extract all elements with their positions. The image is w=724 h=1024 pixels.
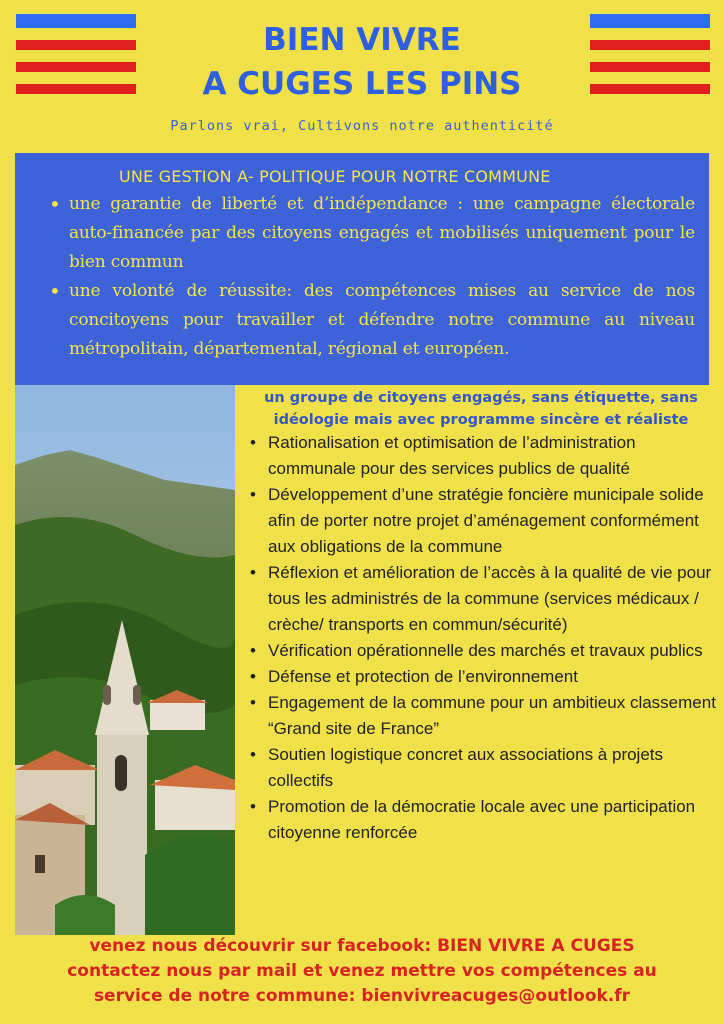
program-item: • Développement d’une stratégie foncière municipale solide afin de porter notre projet d’aménagement conformément aux obligations de la commune xyxy=(248,482,718,560)
flag-left xyxy=(16,14,136,106)
manifesto-heading: UNE GESTION A- POLITIQUE POUR NOTRE COMMUNE xyxy=(119,167,551,186)
footer-contact-line: contactez nous par mail et venez mettre vos compétences au xyxy=(67,961,657,981)
village-photo xyxy=(15,385,235,935)
program-item: • Réflexion et amélioration de l’accès à la qualité de vie pour tous les administrés de la commune (services médicaux / crèche/ transports en commun/sécurité) xyxy=(248,560,718,638)
title-line-1: BIEN VIVRE xyxy=(263,22,461,58)
program-list xyxy=(248,430,718,846)
program-item: • Défense et protection de l’environnement xyxy=(248,664,718,690)
manifesto-item: • une volonté de réussite: des compétences mises au service de nos concitoyens pour travailler et défendre notre commune au niveau métropolitain, départemental, régional et européen. xyxy=(51,277,695,364)
group-intro: un groupe de citoyens engagés, sans étiquette, sans idéologie mais avec programme sincère et réaliste xyxy=(264,390,698,428)
footer-facebook-line: venez nous découvrir sur facebook: BIEN VIVRE A CUGES xyxy=(89,936,635,956)
program-item: • Vérification opérationnelle des marchés et travaux publics xyxy=(248,638,718,664)
contact-footer xyxy=(0,934,724,1009)
program-item: • Rationalisation et optimisation de l’administration communale pour des services publics de qualité xyxy=(248,430,718,482)
program-item: • Engagement de la commune pour un ambitieux classement “Grand site de France” xyxy=(248,690,718,742)
footer-email-line: service de notre commune: bienvivreacuges@outlook.fr xyxy=(93,986,631,1006)
manifesto-box xyxy=(15,153,709,385)
flag-right xyxy=(590,14,710,106)
manifesto-list xyxy=(29,190,695,364)
manifesto-item: • une garantie de liberté et d’indépendance : une campagne électorale auto-financée par des citoyens engagés et mobilisés uniquement pour le bien commun xyxy=(51,190,695,277)
program-item: • Promotion de la démocratie locale avec une participation citoyenne renforcée xyxy=(248,794,718,846)
program-item: • Soutien logistique concret aux associations à projets collectifs xyxy=(248,742,718,794)
subtitle: Parlons vrai, Cultivons notre authenticité xyxy=(170,118,554,134)
title-line-2: A CUGES LES PINS xyxy=(202,66,522,102)
